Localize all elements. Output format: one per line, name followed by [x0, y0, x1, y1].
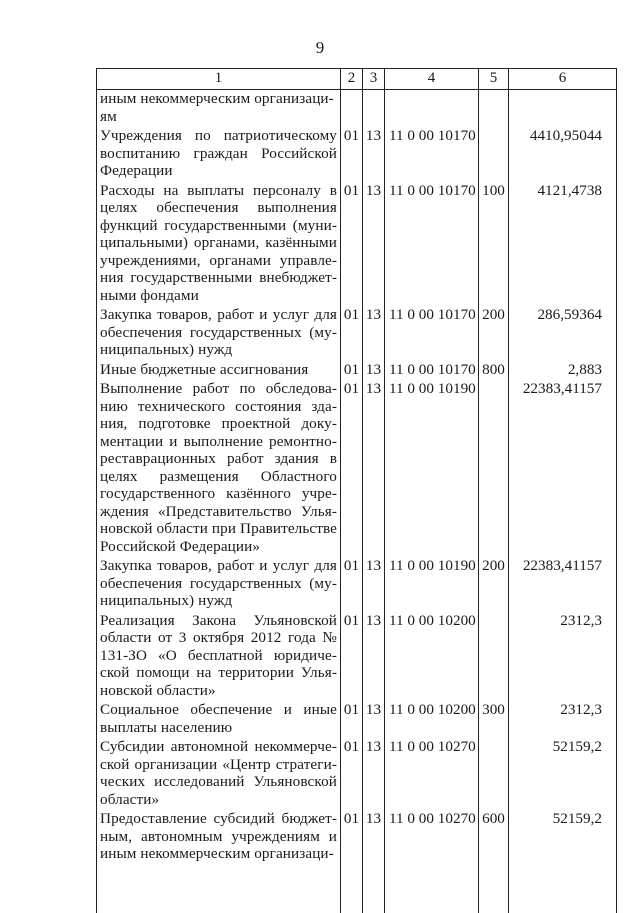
amount-value: 52159,2 — [509, 738, 617, 810]
column-header: 4 — [385, 69, 479, 90]
amount-value: 4121,4738 — [509, 182, 617, 307]
section-code: 01 — [341, 612, 363, 702]
target-article-code: 11 0 00 10190 — [385, 557, 479, 612]
table-row — [97, 306, 617, 361]
section-code: 01 — [341, 182, 363, 307]
column-header: 5 — [479, 69, 509, 90]
expense-type-code: 300 — [479, 701, 509, 738]
subsection-code: 13 — [363, 380, 385, 557]
target-article-code: 11 0 00 10190 — [385, 380, 479, 557]
item-name: иным некоммерческим организаци- ям — [97, 90, 341, 128]
subsection-code — [363, 90, 385, 128]
subsection-code: 13 — [363, 182, 385, 307]
table-row — [97, 90, 617, 128]
expense-type-code — [479, 380, 509, 557]
table-row — [97, 557, 617, 612]
table-continuation-space — [97, 865, 617, 913]
item-name: Закупка товаров, работ и услуг для обеспечения государственных (му-ниципальных) нужд — [97, 557, 341, 612]
amount-value — [509, 90, 617, 128]
item-name: Закупка товаров, работ и услуг для обеспечения государственных (му-ниципальных) нужд — [97, 306, 341, 361]
section-code: 01 — [341, 306, 363, 361]
table-row — [97, 738, 617, 810]
subsection-code: 13 — [363, 612, 385, 702]
section-code: 01 — [341, 810, 363, 865]
subsection-code: 13 — [363, 738, 385, 810]
target-article-code: 11 0 00 10170 — [385, 361, 479, 381]
expense-type-code: 800 — [479, 361, 509, 381]
target-article-code: 11 0 00 10200 — [385, 612, 479, 702]
column-header: 2 — [341, 69, 363, 90]
item-name: Учреждения по патриотическому воспитанию граждан Российской Федерации — [97, 127, 341, 182]
page-number: 9 — [315, 38, 325, 57]
item-name: Предоставление субсидий бюджет-ным, автономным учреждениям и иным некоммерческим организаци- — [97, 810, 341, 865]
section-code: 01 — [341, 738, 363, 810]
budget-table — [96, 68, 617, 913]
section-code: 01 — [341, 361, 363, 381]
target-article-code — [385, 90, 479, 128]
item-name: Расходы на выплаты персоналу в целях обеспечения выполнения функций государственными (муни-ципальными) органами, казёнными учреждениями, органами управле-ния государственными внебюджет-ными фондами — [97, 182, 341, 307]
amount-value: 286,59364 — [509, 306, 617, 361]
section-code: 01 — [341, 127, 363, 182]
expense-type-code — [479, 738, 509, 810]
subsection-code: 13 — [363, 557, 385, 612]
table-header-row — [97, 69, 617, 90]
target-article-code: 11 0 00 10270 — [385, 738, 479, 810]
item-name: Выполнение работ по обследова-нию технического состояния зда-ния, подготовке проектной доку-ментации и выполнение ремонтно-реставрационных работ здания в целях размещения Областного государственного казённого учре-ждения «Представительство Улья-новской области при Правительстве Российской Федерации» — [97, 380, 341, 557]
column-header: 1 — [97, 69, 341, 90]
target-article-code: 11 0 00 10200 — [385, 701, 479, 738]
item-name: Иные бюджетные ассигнования — [97, 361, 341, 381]
expense-type-code — [479, 90, 509, 128]
table-row — [97, 701, 617, 738]
table-row — [97, 612, 617, 702]
amount-value: 2312,3 — [509, 612, 617, 702]
target-article-code: 11 0 00 10170 — [385, 182, 479, 307]
column-header: 6 — [509, 69, 617, 90]
expense-type-code — [479, 612, 509, 702]
amount-value: 22383,41157 — [509, 557, 617, 612]
item-name: Субсидии автономной некоммерче-ской организации «Центр стратеги-ческих исследований Ульяновской области» — [97, 738, 341, 810]
amount-value: 2312,3 — [509, 701, 617, 738]
target-article-code: 11 0 00 10270 — [385, 810, 479, 865]
target-article-code: 11 0 00 10170 — [385, 306, 479, 361]
amount-value: 52159,2 — [509, 810, 617, 865]
table-row — [97, 127, 617, 182]
table-row — [97, 182, 617, 307]
expense-type-code: 200 — [479, 557, 509, 612]
expense-type-code — [479, 127, 509, 182]
subsection-code: 13 — [363, 701, 385, 738]
item-name: Социальное обеспечение и иные выплаты населению — [97, 701, 341, 738]
subsection-code: 13 — [363, 127, 385, 182]
section-code: 01 — [341, 557, 363, 612]
section-code: 01 — [341, 380, 363, 557]
subsection-code: 13 — [363, 306, 385, 361]
target-article-code: 11 0 00 10170 — [385, 127, 479, 182]
table-row — [97, 361, 617, 381]
column-header: 3 — [363, 69, 385, 90]
amount-value: 2,883 — [509, 361, 617, 381]
amount-value: 22383,41157 — [509, 380, 617, 557]
expense-type-code: 600 — [479, 810, 509, 865]
section-code — [341, 90, 363, 128]
amount-value: 4410,95044 — [509, 127, 617, 182]
expense-type-code: 100 — [479, 182, 509, 307]
expense-type-code: 200 — [479, 306, 509, 361]
table-row — [97, 810, 617, 865]
subsection-code: 13 — [363, 810, 385, 865]
item-name: Реализация Закона Ульяновской области от 3 октября 2012 года № 131-ЗО «О бесплатной юридиче-ской помощи на территории Улья-новской области» — [97, 612, 341, 702]
section-code: 01 — [341, 701, 363, 738]
subsection-code: 13 — [363, 361, 385, 381]
table-row — [97, 380, 617, 557]
